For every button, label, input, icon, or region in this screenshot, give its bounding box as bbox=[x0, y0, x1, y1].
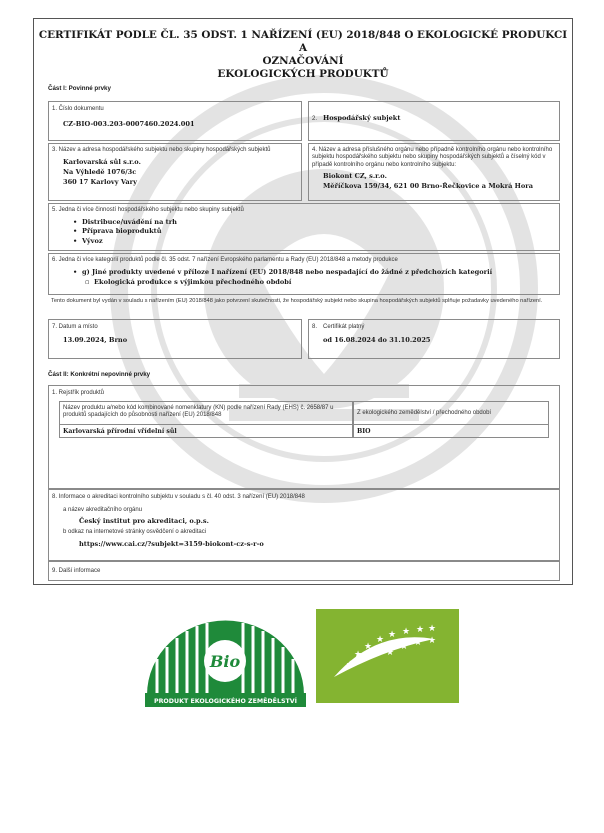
svg-text:★: ★ bbox=[428, 624, 437, 634]
field-6-label: 6. Jedna či více kategorií produktů podle čl. 35 odst. 7 nařízení Evropského parlamentu a Rady (EU) 2018/848 a metody produkce bbox=[52, 257, 398, 263]
activity-item: • Vývoz bbox=[73, 237, 177, 246]
table-header-status bbox=[353, 401, 549, 425]
czech-logo-text: PRODUKT EKOLOGICKÉHO ZEMĚDĚLSTVÍ bbox=[153, 698, 298, 705]
svg-text:★: ★ bbox=[364, 642, 373, 652]
field-additional-info bbox=[48, 561, 560, 581]
accreditation-b-label: b odkaz na internetové stránky osvědčení o akreditaci bbox=[63, 529, 207, 535]
eu-organic-logo bbox=[316, 609, 459, 703]
category-item: • g) Jiné produkty uvedené v příloze I nařízení (EU) 2018/848 nebo nespadající do žádné z předchozích kategorií bbox=[73, 268, 492, 277]
compliance-statement: Tento dokument byl vydán v souladu s nařízením (EU) 2018/848 jako potvrzení skutečnosti, že hospodářský subjekt nebo skupina hospodářských subjektů splňuje požadavky uvedeného nařízení. bbox=[51, 298, 543, 304]
certificate-title bbox=[34, 29, 572, 81]
svg-text:★: ★ bbox=[414, 638, 423, 648]
field-3-label: 3. Název a adresa hospodářského subjektu nebo skupiny hospodářských subjektů bbox=[52, 147, 271, 153]
certificate-page bbox=[33, 18, 573, 585]
part2-field-8-label: 8. Informace o akreditaci kontrolního subjektu v souladu s čl. 40 odst. 3 nařízení (EU) 2018/848 bbox=[52, 494, 305, 500]
categories-list bbox=[73, 268, 492, 277]
part1-heading: Část I: Povinné prvky bbox=[48, 85, 111, 92]
field-7-label: 7. Datum a místo bbox=[52, 324, 98, 330]
field-date-place bbox=[48, 319, 302, 359]
field-8-label: Certifikát platný bbox=[323, 324, 365, 330]
field-1-label: 1. Číslo dokumentu bbox=[52, 106, 104, 112]
document-number: CZ-BIO-003.203-0007460.2024.001 bbox=[63, 120, 195, 128]
svg-text:★: ★ bbox=[346, 660, 355, 670]
field-document-number bbox=[48, 101, 302, 141]
control-body-name: Biokont CZ, s.r.o. bbox=[323, 172, 387, 180]
title-line-2: OZNAČOVÁNÍ bbox=[262, 55, 344, 67]
field-operator bbox=[308, 101, 560, 141]
table-col2-header: Z ekologického zemědělství / přechodného období bbox=[357, 410, 492, 416]
table-col1-header: Název produktu a/nebo kód kombinované nomenklatury (KN) podle nařízení Rady (EHS) č. 2658/87 u produktů spadajících do působnosti nařízení (EU) 2018/848 bbox=[63, 405, 334, 419]
control-body-address: Měříčkova 159/34, 621 00 Brno-Řečkovice a Mokrá Hora bbox=[323, 182, 534, 190]
activity-item: • Příprava bioproduktů bbox=[73, 227, 177, 236]
table-row-status bbox=[353, 424, 549, 438]
svg-text:★: ★ bbox=[388, 630, 397, 640]
field-control-body bbox=[308, 143, 560, 201]
table-header-product bbox=[59, 401, 353, 425]
svg-text:★: ★ bbox=[402, 627, 411, 637]
title-line-1: CERTIFIKÁT PODLE ČL. 35 ODST. 1 NAŘÍZENÍ (EU) 2018/848 O EKOLOGICKÉ PRODUKCI A bbox=[38, 29, 568, 54]
field-product-categories bbox=[48, 253, 560, 295]
czech-bio-logo-icon bbox=[143, 615, 308, 712]
operator-name: Karlovarská sůl s.r.o. bbox=[63, 158, 141, 166]
field-8-number: 8. bbox=[312, 324, 318, 330]
field-product-register bbox=[48, 385, 560, 489]
part2-heading: Část II: Konkrétní nepovinné prvky bbox=[48, 371, 151, 378]
activities-list bbox=[73, 218, 177, 246]
eu-leaf-stars-icon bbox=[316, 609, 459, 703]
category-subitem: ▫ Ekologická produkce s výjimkou přechodného období bbox=[85, 278, 291, 287]
field-4-label: 4. Název a adresa příslušného orgánu nebo případně kontrolního orgánu nebo kontrolního subjektu hospodářského subjektu nebo skupiny hospodářských subjektů a číselný kód v případě kontrolního orgánu nebo kontrolního subjektu: bbox=[312, 147, 553, 168]
svg-text:Bio: Bio bbox=[209, 652, 241, 671]
field-5-label: 5. Jedna či více činností hospodářského subjektu nebo skupiny subjektů bbox=[52, 207, 244, 213]
field-activities bbox=[48, 203, 560, 251]
operator-city: 360 17 Karlovy Vary bbox=[63, 178, 137, 186]
svg-text:★: ★ bbox=[400, 642, 409, 652]
svg-text:★: ★ bbox=[428, 636, 437, 646]
svg-text:★: ★ bbox=[416, 625, 425, 635]
accreditation-link[interactable]: https://www.cai.cz/?subjekt=3159-biokont-cz-s-r-o bbox=[79, 540, 264, 548]
czech-bio-logo bbox=[143, 615, 308, 712]
accreditation-a-label: a název akreditačního orgánu bbox=[63, 507, 143, 513]
validity-period: od 16.08.2024 do 31.10.2025 bbox=[323, 336, 431, 344]
product-status: BIO bbox=[357, 428, 371, 435]
part2-field-9-label: 9. Další informace bbox=[52, 568, 101, 574]
field-validity bbox=[308, 319, 560, 359]
issue-date-place: 13.09.2024, Brno bbox=[63, 336, 128, 344]
svg-text:★: ★ bbox=[376, 635, 385, 645]
part2-field-1-label: 1. Rejstřík produktů bbox=[52, 390, 105, 396]
operator-street: Na Výhledě 1076/3c bbox=[63, 168, 137, 176]
field-2-label: 2. bbox=[312, 116, 318, 122]
table-row bbox=[59, 424, 353, 438]
operator-type: Hospodářský subjekt bbox=[323, 114, 401, 122]
product-name: Karlovarská přírodní vřídelní sůl bbox=[63, 428, 177, 435]
field-operator-address bbox=[48, 143, 302, 201]
activity-item: • Distribuce/uvádění na trh bbox=[73, 218, 177, 227]
title-line-3: EKOLOGICKÝCH PRODUKTŮ bbox=[217, 68, 389, 80]
field-accreditation bbox=[48, 489, 560, 561]
accreditation-body: Český institut pro akreditaci, o.p.s. bbox=[79, 517, 209, 525]
svg-text:★: ★ bbox=[354, 650, 363, 660]
categories-sublist bbox=[85, 278, 291, 287]
svg-text:★: ★ bbox=[386, 648, 395, 658]
